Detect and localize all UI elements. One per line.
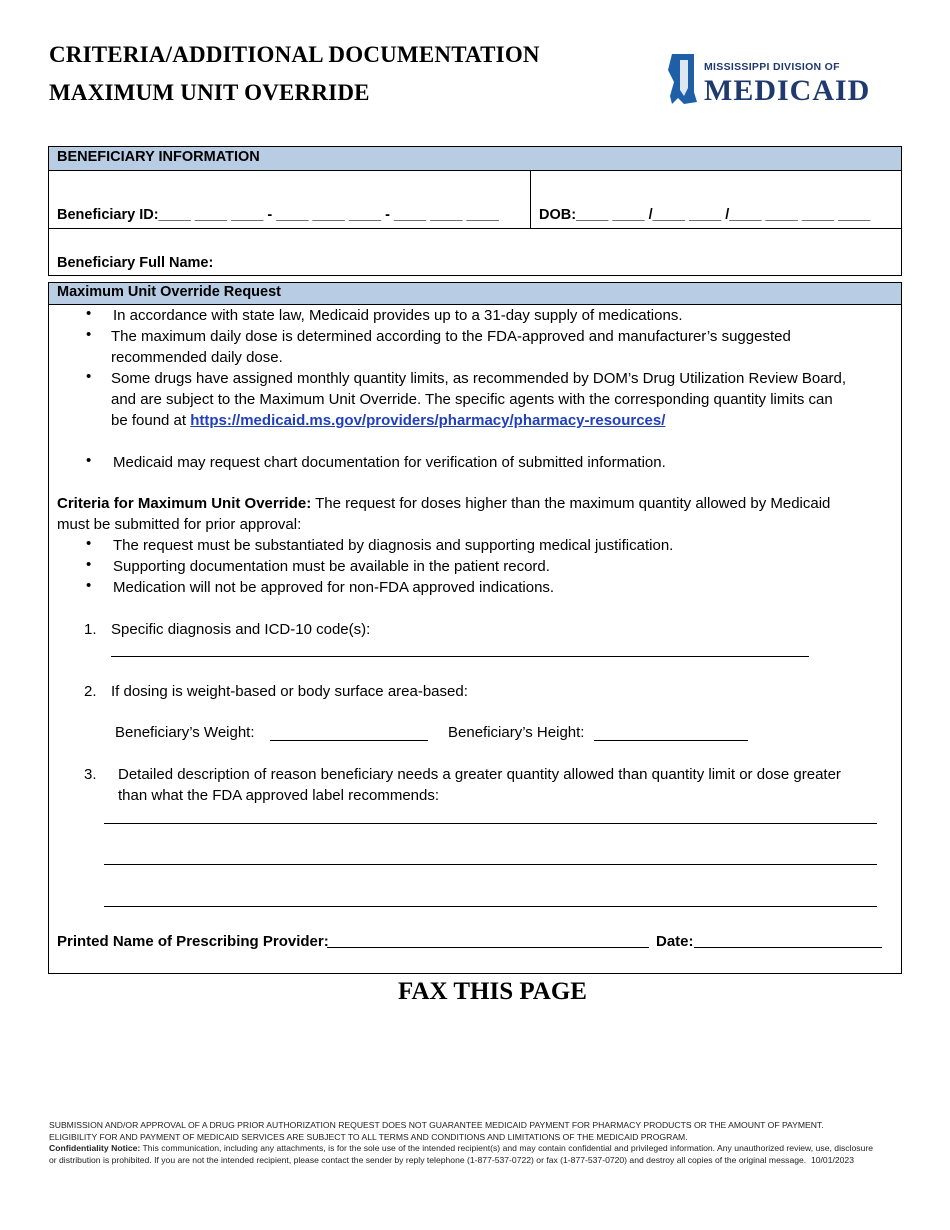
bullet: • [86, 556, 92, 573]
height-input-line[interactable] [594, 740, 748, 741]
beneficiary-divider-horizontal [49, 228, 901, 229]
date-label: Date: [656, 933, 694, 950]
bullet-text: In accordance with state law, Medicaid provides up to a 31-day supply of medications. [113, 307, 683, 324]
question-reason-label-continued: than what the FDA approved label recommends: [118, 787, 440, 804]
height-label: Beneficiary’s Height: [448, 724, 585, 741]
question-dosing-label: If dosing is weight-based or body surface area-based: [111, 683, 468, 700]
fax-this-page-heading: FAX THIS PAGE [398, 978, 587, 1005]
disclaimer-line1: SUBMISSION AND/OR APPROVAL OF A DRUG PRIOR AUTHORIZATION REQUEST DOES NOT GUARANTEE MEDICAID PAYMENT FOR PHARMACY PRODUCTS OR THE AMOUNT OF PAYMENT. [49, 1120, 824, 1130]
beneficiary-section-header: BENEFICIARY INFORMATION [49, 147, 901, 171]
bullet: • [86, 535, 92, 552]
dob-blanks: ____ ____ /____ ____ /____ ____ ____ ____ [576, 207, 871, 223]
question-number: 2. [84, 683, 97, 700]
bullet: • [86, 577, 92, 594]
override-request-header: Maximum Unit Override Request [49, 283, 901, 305]
confidentiality-notice-label: Confidentiality Notice: [49, 1143, 141, 1153]
beneficiary-name-label: Beneficiary Full Name: [57, 255, 214, 271]
criteria-bullet-text: The request must be substantiated by diagnosis and supporting medical justification. [113, 537, 674, 554]
beneficiary-id-label: Beneficiary ID: [57, 207, 159, 223]
bullet: • [86, 305, 92, 322]
criteria-text: The request for doses higher than the maximum quantity allowed by Medicaid [311, 495, 831, 512]
mississippi-state-icon [664, 52, 700, 106]
beneficiary-id-field[interactable] [57, 207, 499, 223]
criteria-paragraph [57, 493, 830, 514]
bullet: • [86, 326, 92, 343]
pharmacy-resources-link[interactable]: https://medicaid.ms.gov/providers/pharmacy/pharmacy-resources/ [190, 412, 666, 429]
bullet-text: Medicaid may request chart documentation for verification of submitted information. [113, 454, 666, 471]
weight-input-line[interactable] [270, 740, 428, 741]
beneficiary-section [48, 146, 902, 276]
form-title-line2: MAXIMUM UNIT OVERRIDE [49, 80, 370, 105]
bullet: • [86, 452, 92, 469]
provider-name-label: Printed Name of Prescribing Provider: [57, 933, 329, 950]
bullet-text: and are subject to the Maximum Unit Override. The specific agents with the corresponding quantity limits can [111, 391, 833, 408]
diagnosis-input-line[interactable] [111, 656, 809, 657]
question-reason-label: Detailed description of reason beneficiary needs a greater quantity allowed than quantity limit or dose greater [118, 766, 841, 783]
criteria-bullet-text: Medication will not be approved for non-FDA approved indications. [113, 579, 555, 596]
beneficiary-id-blanks: ____ ____ ____ - ____ ____ ____ - ____ ____ ____ [158, 207, 499, 223]
provider-name-input-line[interactable] [327, 947, 649, 948]
date-input-line[interactable] [694, 947, 882, 948]
dob-label: DOB: [539, 207, 577, 223]
form-title-line1: CRITERIA/ADDITIONAL DOCUMENTATION [49, 42, 540, 67]
confidentiality-notice [49, 1143, 873, 1166]
bullet: • [86, 368, 92, 385]
criteria-bullet-text: Supporting documentation must be available in the patient record. [113, 558, 550, 575]
question-diagnosis-label: Specific diagnosis and ICD-10 code(s): [111, 621, 371, 638]
weight-label: Beneficiary’s Weight: [115, 724, 255, 741]
question-number: 1. [84, 621, 97, 638]
beneficiary-divider-vertical [530, 171, 531, 228]
form-date: 10/01/2023 [810, 1154, 854, 1165]
logo-big-text: MEDICAID [704, 74, 871, 107]
bullet-text: Some drugs have assigned monthly quantity limits, as recommended by DOM’s Drug Utilization Review Board, [111, 370, 847, 387]
bullet-text: The maximum daily dose is determined according to the FDA-approved and manufacturer’s suggested [111, 328, 791, 345]
reason-input-line[interactable] [104, 864, 877, 865]
reason-input-line[interactable] [104, 823, 877, 824]
reason-input-line[interactable] [104, 906, 877, 907]
criteria-text-continued: must be submitted for prior approval: [57, 516, 302, 533]
disclaimer [49, 1120, 873, 1166]
bullet-text: recommended daily dose. [111, 349, 283, 366]
dob-field[interactable] [539, 207, 870, 223]
confidentiality-notice-text: This communication, including any attachments, is for the sole use of the intended recipient(s) and may contain confidential and privileged information. Any unauthorized review, use, disclosure or distribution is prohibited. If you are not the intended recipient, please contact the sender by reply telephone (1-877-537-0722) or fax (1-877-537-0720) and destroy all copies of the original message. [49, 1143, 873, 1165]
disclaimer-line2: ELIGIBILITY FOR AND PAYMENT OF MEDICAID SERVICES ARE SUBJECT TO ALL TERMS AND CONDITIONS AND LIMITATIONS OF THE MEDICAID PROGRAM. [49, 1131, 688, 1142]
medicaid-logo [664, 52, 871, 108]
logo-small-text: MISSISSIPPI DIVISION OF [704, 61, 840, 73]
question-number: 3. [84, 766, 97, 783]
bullet-text-with-link [111, 410, 665, 431]
bullet-text: be found at [111, 412, 191, 429]
criteria-label: Criteria for Maximum Unit Override: [57, 495, 312, 512]
